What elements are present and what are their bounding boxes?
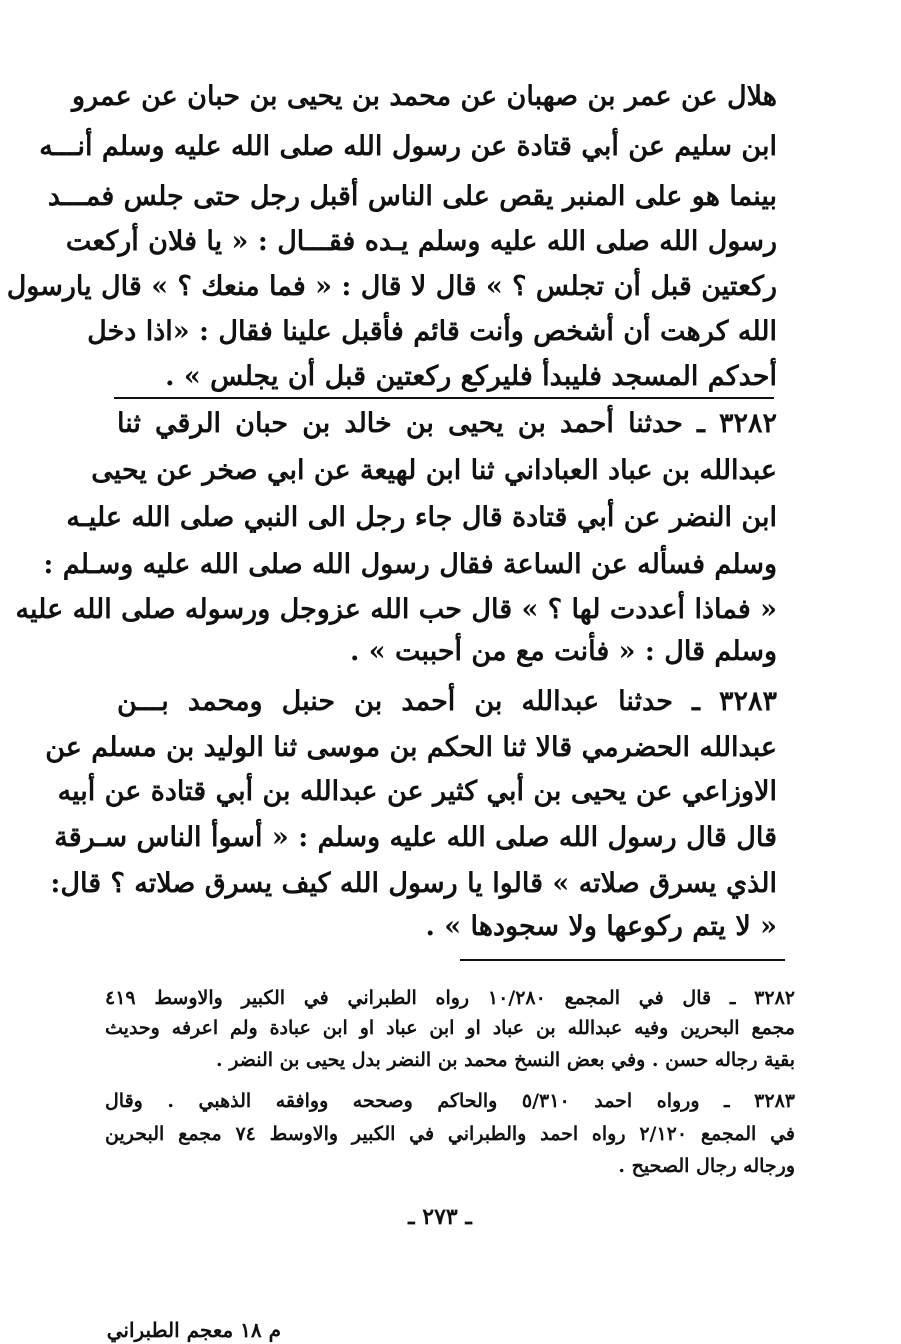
footnote-line: بقية رجاله حسن . وفي بعض النسخ محمد بن النضر بدل يحيى بن النضر . bbox=[216, 1049, 795, 1071]
footnote-line: في المجمع ٢/١٢٠ رواه احمد والطبراني في الكبير والاوسط ٧٤ مجمع البحرين bbox=[105, 1123, 796, 1145]
text-line: أحدكم المسجد فليبدأ فليركع ركعتين قبل أن يجلس » . bbox=[165, 361, 777, 392]
text-line: الله كرهت أن أشخص وأنت قائم فأقبل علينا فقال : «اذا دخل bbox=[87, 316, 777, 347]
text-line: ابن سليم عن أبي قتادة عن رسول الله صلى الله عليه وسلم أنـــه bbox=[39, 131, 777, 162]
page-number: ـ ٢٧٣ ـ bbox=[408, 1204, 472, 1230]
text-line: عبدالله بن عباد العباداني ثنا ابن لهيعة عن ابي صخر عن يحيى bbox=[91, 455, 777, 486]
footnote-line: مجمع البحرين وفيه عبدالله بن عباد او ابن عباد او ابن عبادة ولم اعرفه وحديث bbox=[105, 1017, 795, 1039]
text-line: ٣٢٨٣ ـ حدثنا عبدالله بن أحمد بن حنبل ومحمد بـــن bbox=[117, 686, 777, 717]
printer-signature: م ١٨ معجم الطبراني bbox=[106, 1318, 281, 1342]
text-line: ٣٢٨٢ ـ حدثنا أحمد بن يحيى بن خالد بن حبان الرقي ثنا bbox=[117, 408, 777, 439]
footnote-line: ٣٢٨٢ ـ قال في المجمع ١٠/٢٨٠ رواه الطبراني في الكبير والاوسط ٤١٩ bbox=[105, 987, 795, 1009]
text-line: الذي يسرق صلاته » قالوا يا رسول الله كيف يسرق صلاته ؟ قال: bbox=[50, 868, 777, 899]
text-line: بينما هو على المنبر يقص على الناس أقبل رجل حتى جلس فمـــد bbox=[47, 181, 777, 212]
text-line: رسول الله صلى الله عليه وسلم يـده فقـــال : « يا فلان أركعت bbox=[65, 226, 777, 257]
footnote-divider bbox=[460, 959, 785, 961]
text-line: ابن النضر عن أبي قتادة قال جاء رجل الى النبي صلى الله عليـه bbox=[66, 502, 777, 533]
footnote-line: ٣٢٨٣ ـ ورواه احمد ٥/٣١٠ والحاكم وصححه ووافقه الذهبي . وقال bbox=[105, 1090, 795, 1112]
text-line: « لا يتم ركوعها ولا سجودها » . bbox=[425, 911, 777, 942]
section-divider bbox=[114, 397, 774, 399]
text-line: قال قال رسول الله صلى الله عليه وسلم : « أسوأ الناس سـرقة bbox=[54, 822, 777, 853]
text-line: « فماذا أعددت لها ؟ » قال حب الله عزوجل ورسوله صلى الله عليه bbox=[15, 594, 777, 625]
text-line: هلال عن عمر بن صهبان عن محمد بن يحيى بن حبان عن عمرو bbox=[72, 81, 777, 112]
text-line: وسلم فسأله عن الساعة فقال رسول الله صلى الله عليه وسـلم : bbox=[43, 549, 777, 580]
footnote-line: ورجاله رجال الصحيح . bbox=[618, 1155, 795, 1177]
text-line: عبدالله الحضرمي قالا ثنا الحكم بن موسى ثنا الوليد بن مسلم عن bbox=[45, 732, 777, 763]
text-line: وسلم قال : « فأنت مع من أحببت » . bbox=[349, 636, 777, 667]
text-line: ركعتين قبل أن تجلس ؟ » قال لا قال : « فما منعك ؟ » قال يارسول bbox=[6, 271, 777, 302]
text-line: الاوزاعي عن يحيى بن أبي كثير عن عبدالله بن أبي قتادة عن أبيه bbox=[57, 776, 777, 807]
